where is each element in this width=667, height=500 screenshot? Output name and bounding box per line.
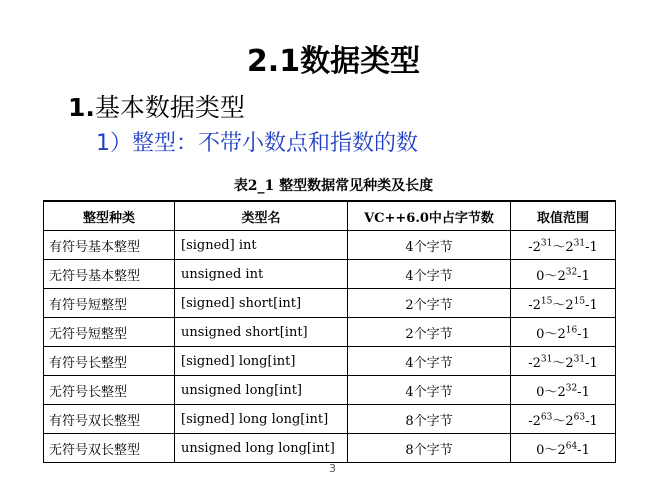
integer-types-table [43, 200, 616, 463]
cell-range [511, 260, 616, 289]
range-high-exponent: 31 [573, 354, 586, 365]
cell-range [511, 434, 616, 463]
slide-title: 2.1数据类型 [246, 44, 421, 79]
table-row [44, 318, 616, 347]
range-separator: ～ [552, 355, 566, 371]
range-high: 2 [557, 268, 566, 284]
range-high-exponent: 32 [565, 267, 578, 278]
subheading-integer: 1）整型：不带小数点和指数的数 [96, 131, 418, 156]
table-row [44, 289, 616, 318]
cell-bytes: 8个字节 [348, 405, 511, 434]
range-high: 2 [565, 355, 574, 371]
cell-kind: 有符号长整型 [44, 347, 175, 376]
range-low: 0 [536, 384, 545, 400]
cell-kind: 无符号短整型 [44, 318, 175, 347]
cell-type-name: unsigned long long[int] [175, 434, 348, 463]
page-number: 3 [329, 462, 336, 475]
cell-type-name: [signed] long long[int] [175, 405, 348, 434]
range-high-suffix: -1 [585, 239, 598, 255]
cell-range [511, 231, 616, 260]
heading-basic-data-types [68, 91, 245, 125]
cell-bytes: 4个字节 [348, 376, 511, 405]
range-separator: ～ [552, 297, 566, 313]
table-row [44, 231, 616, 260]
header-type-name: 类型名 [175, 201, 348, 231]
cell-kind: 无符号基本整型 [44, 260, 175, 289]
range-high-suffix: -1 [577, 326, 590, 342]
range-high-exponent: 31 [573, 238, 586, 249]
range-low-exponent: 63 [540, 412, 553, 423]
range-low-exponent: 15 [540, 296, 553, 307]
cell-bytes: 4个字节 [348, 231, 511, 260]
cell-range [511, 318, 616, 347]
header-bytes: VC++6.0中占字节数 [348, 201, 511, 231]
table-row [44, 376, 616, 405]
range-low-exponent: 31 [540, 238, 553, 249]
header-range: 取值范围 [511, 201, 616, 231]
range-high-exponent: 15 [573, 296, 586, 307]
cell-type-name: [signed] int [175, 231, 348, 260]
cell-type-name: unsigned long[int] [175, 376, 348, 405]
range-high-exponent: 64 [565, 441, 578, 452]
range-low: 0 [536, 268, 545, 284]
range-low: -2 [528, 239, 541, 255]
range-high: 2 [557, 442, 566, 458]
heading-text: 基本数据类型 [94, 93, 245, 122]
cell-bytes: 4个字节 [348, 260, 511, 289]
range-high-suffix: -1 [585, 413, 598, 429]
table-caption: 表2_1 整型数据常见种类及长度 [233, 178, 434, 194]
range-high-suffix: -1 [585, 297, 598, 313]
range-low: -2 [528, 413, 541, 429]
cell-range [511, 405, 616, 434]
cell-kind: 无符号长整型 [44, 376, 175, 405]
range-low: -2 [528, 297, 541, 313]
table-row [44, 347, 616, 376]
range-high-exponent: 63 [573, 412, 586, 423]
header-kind: 整型种类 [44, 201, 175, 231]
range-separator: ～ [544, 384, 558, 400]
range-low: -2 [528, 355, 541, 371]
cell-type-name: [signed] long[int] [175, 347, 348, 376]
cell-type-name: [signed] short[int] [175, 289, 348, 318]
range-high-suffix: -1 [577, 268, 590, 284]
heading-number: 1. [68, 93, 95, 122]
cell-bytes: 2个字节 [348, 289, 511, 318]
range-high-suffix: -1 [577, 442, 590, 458]
cell-type-name: unsigned short[int] [175, 318, 348, 347]
table-body [44, 231, 616, 463]
range-high-exponent: 32 [565, 383, 578, 394]
cell-kind: 有符号双长整型 [44, 405, 175, 434]
range-high: 2 [557, 384, 566, 400]
range-low-exponent: 31 [540, 354, 553, 365]
range-high: 2 [557, 326, 566, 342]
range-separator: ～ [552, 413, 566, 429]
cell-kind: 无符号双长整型 [44, 434, 175, 463]
range-high: 2 [565, 413, 574, 429]
range-high: 2 [565, 239, 574, 255]
cell-kind: 有符号基本整型 [44, 231, 175, 260]
range-separator: ～ [544, 326, 558, 342]
cell-range [511, 289, 616, 318]
cell-type-name: unsigned int [175, 260, 348, 289]
cell-range [511, 347, 616, 376]
table-row [44, 434, 616, 463]
table-row [44, 405, 616, 434]
range-high-suffix: -1 [585, 355, 598, 371]
range-low: 0 [536, 326, 545, 342]
range-high-exponent: 16 [565, 325, 578, 336]
range-high-suffix: -1 [577, 384, 590, 400]
table-row [44, 260, 616, 289]
cell-range [511, 376, 616, 405]
table-header-row [44, 201, 616, 231]
range-separator: ～ [552, 239, 566, 255]
cell-bytes: 8个字节 [348, 434, 511, 463]
range-low: 0 [536, 442, 545, 458]
cell-bytes: 2个字节 [348, 318, 511, 347]
range-separator: ～ [544, 268, 558, 284]
range-high: 2 [565, 297, 574, 313]
range-separator: ～ [544, 442, 558, 458]
cell-bytes: 4个字节 [348, 347, 511, 376]
cell-kind: 有符号短整型 [44, 289, 175, 318]
